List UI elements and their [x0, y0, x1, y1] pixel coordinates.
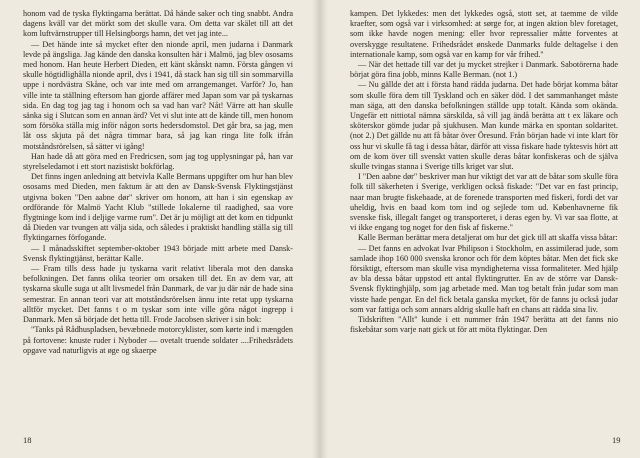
paragraph: — Det hände inte så mycket efter den nionde april, men judarna i Danmark levde på ängsliga. Jag kände den danska konsulten här i Malmö, jag blev ososams med honom. Han heute Herbert Dieden, ett känt skånskt namn. Första gången vi skulle högtidlighålla nionde april, dvs i 1941, då stack han sig till sin sommarvilla uppe i nordvästra Skåne, och var inte med om arrangemanget. Varför? Jo, han ville inte ta ställning eftersom han gjorde affärer med Japan som var på tyskarnas sida. En dag tog jag tag i honom och sa vad han var? Nåt! Värre att han skulle sänka sig i Slutcan som en annan ärd? Vet vi slut inte att de kände till, men honom som försöka ställa mig inför någon sorts hedersdomstol. Det går bra, sa jag, men låt oss skjuta på det några timmar bara, så jag kan ringa lite folk ifrån motståndsrörelsen, så sätter vi igång!: [23, 39, 293, 151]
paragraph: Tidskriften "Allt" kunde i ett nummer från 1947 berätta att det fanns nio fiskebåtar som varje natt gick ut för att möta flyktingar. Den: [350, 315, 618, 335]
paragraph: — Det fanns en advokat Ivar Philipson i Stockholm, en assimilerad jude, som samlade ihop 160 000 svenska kronor och för dem köptes båtar. Men det fick ske försiktigt, eftersom man skulle visa myndigheterna vissa formaliteter. Med hjälp av bla dessa båtar uppstod ett antal flyktingrutter. En av de större var Dansk-Svensk flyktinghjälp, som jag arbetade med. Man tog betalt från judar som man visste hade pengar. En del fick betala ganska mycket, för de fanns ju också judar som var fattiga och som annars aldrig skulle haft en chans att rädda sina liv.: [350, 243, 618, 314]
paragraph: kampen. Det lykkedes: men det lykkedes også, stott set, at taemme de vilde kraefter, som også var i virksomhed: at sørge for, at ingen aktion blev foretaget, som ikke havde nogen mening: eller hvor repressalier måtte forventes at overskygge resultatene. Frihedsrådet ønskede Danmarks fulde deltagelse i den internationale kamp, som også var en kamp for vår frihed.": [350, 9, 618, 59]
right-page-text: [350, 9, 618, 336]
paragraph: "Tanks på Rådhuspladsen, bevæbnede motorcyklister, som kørte ind i mængden på fortovene: knuste ruder i Nyboder — ovetalt truende soldater ....Frihedsrådets opgave vad naturligvis at øge og skaerpe: [23, 325, 293, 355]
page-number: 19: [612, 435, 621, 445]
paragraph: honom vad de tyska flyktingarna berättat. Då hände saker och ting snabbt. Andra dagens kväll var det mörkt som det skulle vara. Om detta var skälet till att det kom luftvärnstrupper till Helsingborgs hamn, det vet jag inte...: [23, 9, 293, 39]
paragraph: — Fram tills dess hade ju tyskarna varit relativt liberala mot den danska befolkningen. Det fanns olika teorier om orsaken till det. En av dem var, att tyskarna skulle suga ut allt livsmedel från Danmark, de var ju där när de hade sina semestrar. En annan teori var att motståndsrörelsen ännu inte retat upp tyskarna alltför mycket. Det fanns t o m tyskar som inte ville göra något ingrepp i Danmark. Men så började det hetta till. Frode Jacobsen skriver i sin bok:: [23, 264, 293, 325]
paragraph: Det finns ingen anledning att betvivla Kalle Bermans uppgifter om hur han blev ososams med Dieden, men faktum är att den av Dansk-Svensk Flyktingstjänst utgivna boken "Den aabne dør" skriver om honom, att han i sin egenskap av ordförande för Malmö Yacht Klub "stillede lokalerne til raadighed, saa vore flygtninge kom ind i deljige varme rum". Det är ju möjligt att det kom en tidpunkt då Dieden var tvungen att välja sida, och således i praktiskt handling ställa sig till flyktingarnes förfogande.: [23, 172, 293, 243]
paragraph: — När det hettade till var det ju mycket strejker i Danmark. Sabotörerna hade börjat göra fina jobb, minns Kalle Berman. (not 1.): [350, 60, 618, 80]
right-page: [320, 0, 640, 458]
paragraph: I "Den aabne dør" beskriver man hur viktigt det var att de båtar som skulle föra folk till säkerheten i Sverige, verkligen också fiskade: "Det var en fast princip, naar man brugte fiskebaade, at de forenede transporten med fiskeri, fordi det var uheldig, hvis en baad kom tom ind og sejlede tom ud. Københavnerne fik svenske fisk, illegalt fanget og transporteret, i deras egen by. Vi var saa flotte, at vi ikke engang tog noget for den fisk af fiskerne.": [350, 172, 618, 233]
left-page-text: [23, 9, 293, 356]
paragraph: Han hade då att göra med en Fredricsen, som jag tog upplysningar på, han var styrelseledamot i ett stort nazistiskt bokförlag.: [23, 151, 293, 172]
paragraph: — I månadsskiftet september-oktober 1943 började mitt arbete med Dansk-Svensk flyktingtjänst, berättar Kalle.: [23, 243, 293, 263]
page-number: 18: [23, 435, 32, 445]
book-gutter: [312, 0, 328, 458]
paragraph: Kalle Berman berättar mera detaljerat om hur det gick till att skaffa vissa båtar:: [358, 233, 618, 243]
paragraph: — Nu gällde det att i första hand rädda judarna. Det hade börjat komma båtar som skulle föra dem till Tyskland och en säker död. I det sammanhanget måste man säga, att den danska befolkningen ställde upp totalt. Kända som okända. Ungefär ett nittiotal nämna särskilda, så vill jag ändå berätta att t ex läkare och sköterskor gömde judar på sjukhusen. Man kunde märka en spontan soldaritet. (not 2.) Det gällde nu att få båtar över Öresund. Från början hade vi inte klart för oss hur vi skulle få tag i dessa båtar, därför att vissa fiskare hade tyktesvis hört att om de kom över till svenskt vatten skulle deras båtar konfiskeras och de själva skulle tvingas stanna i Sverige tills kriget var slut.: [350, 80, 618, 172]
